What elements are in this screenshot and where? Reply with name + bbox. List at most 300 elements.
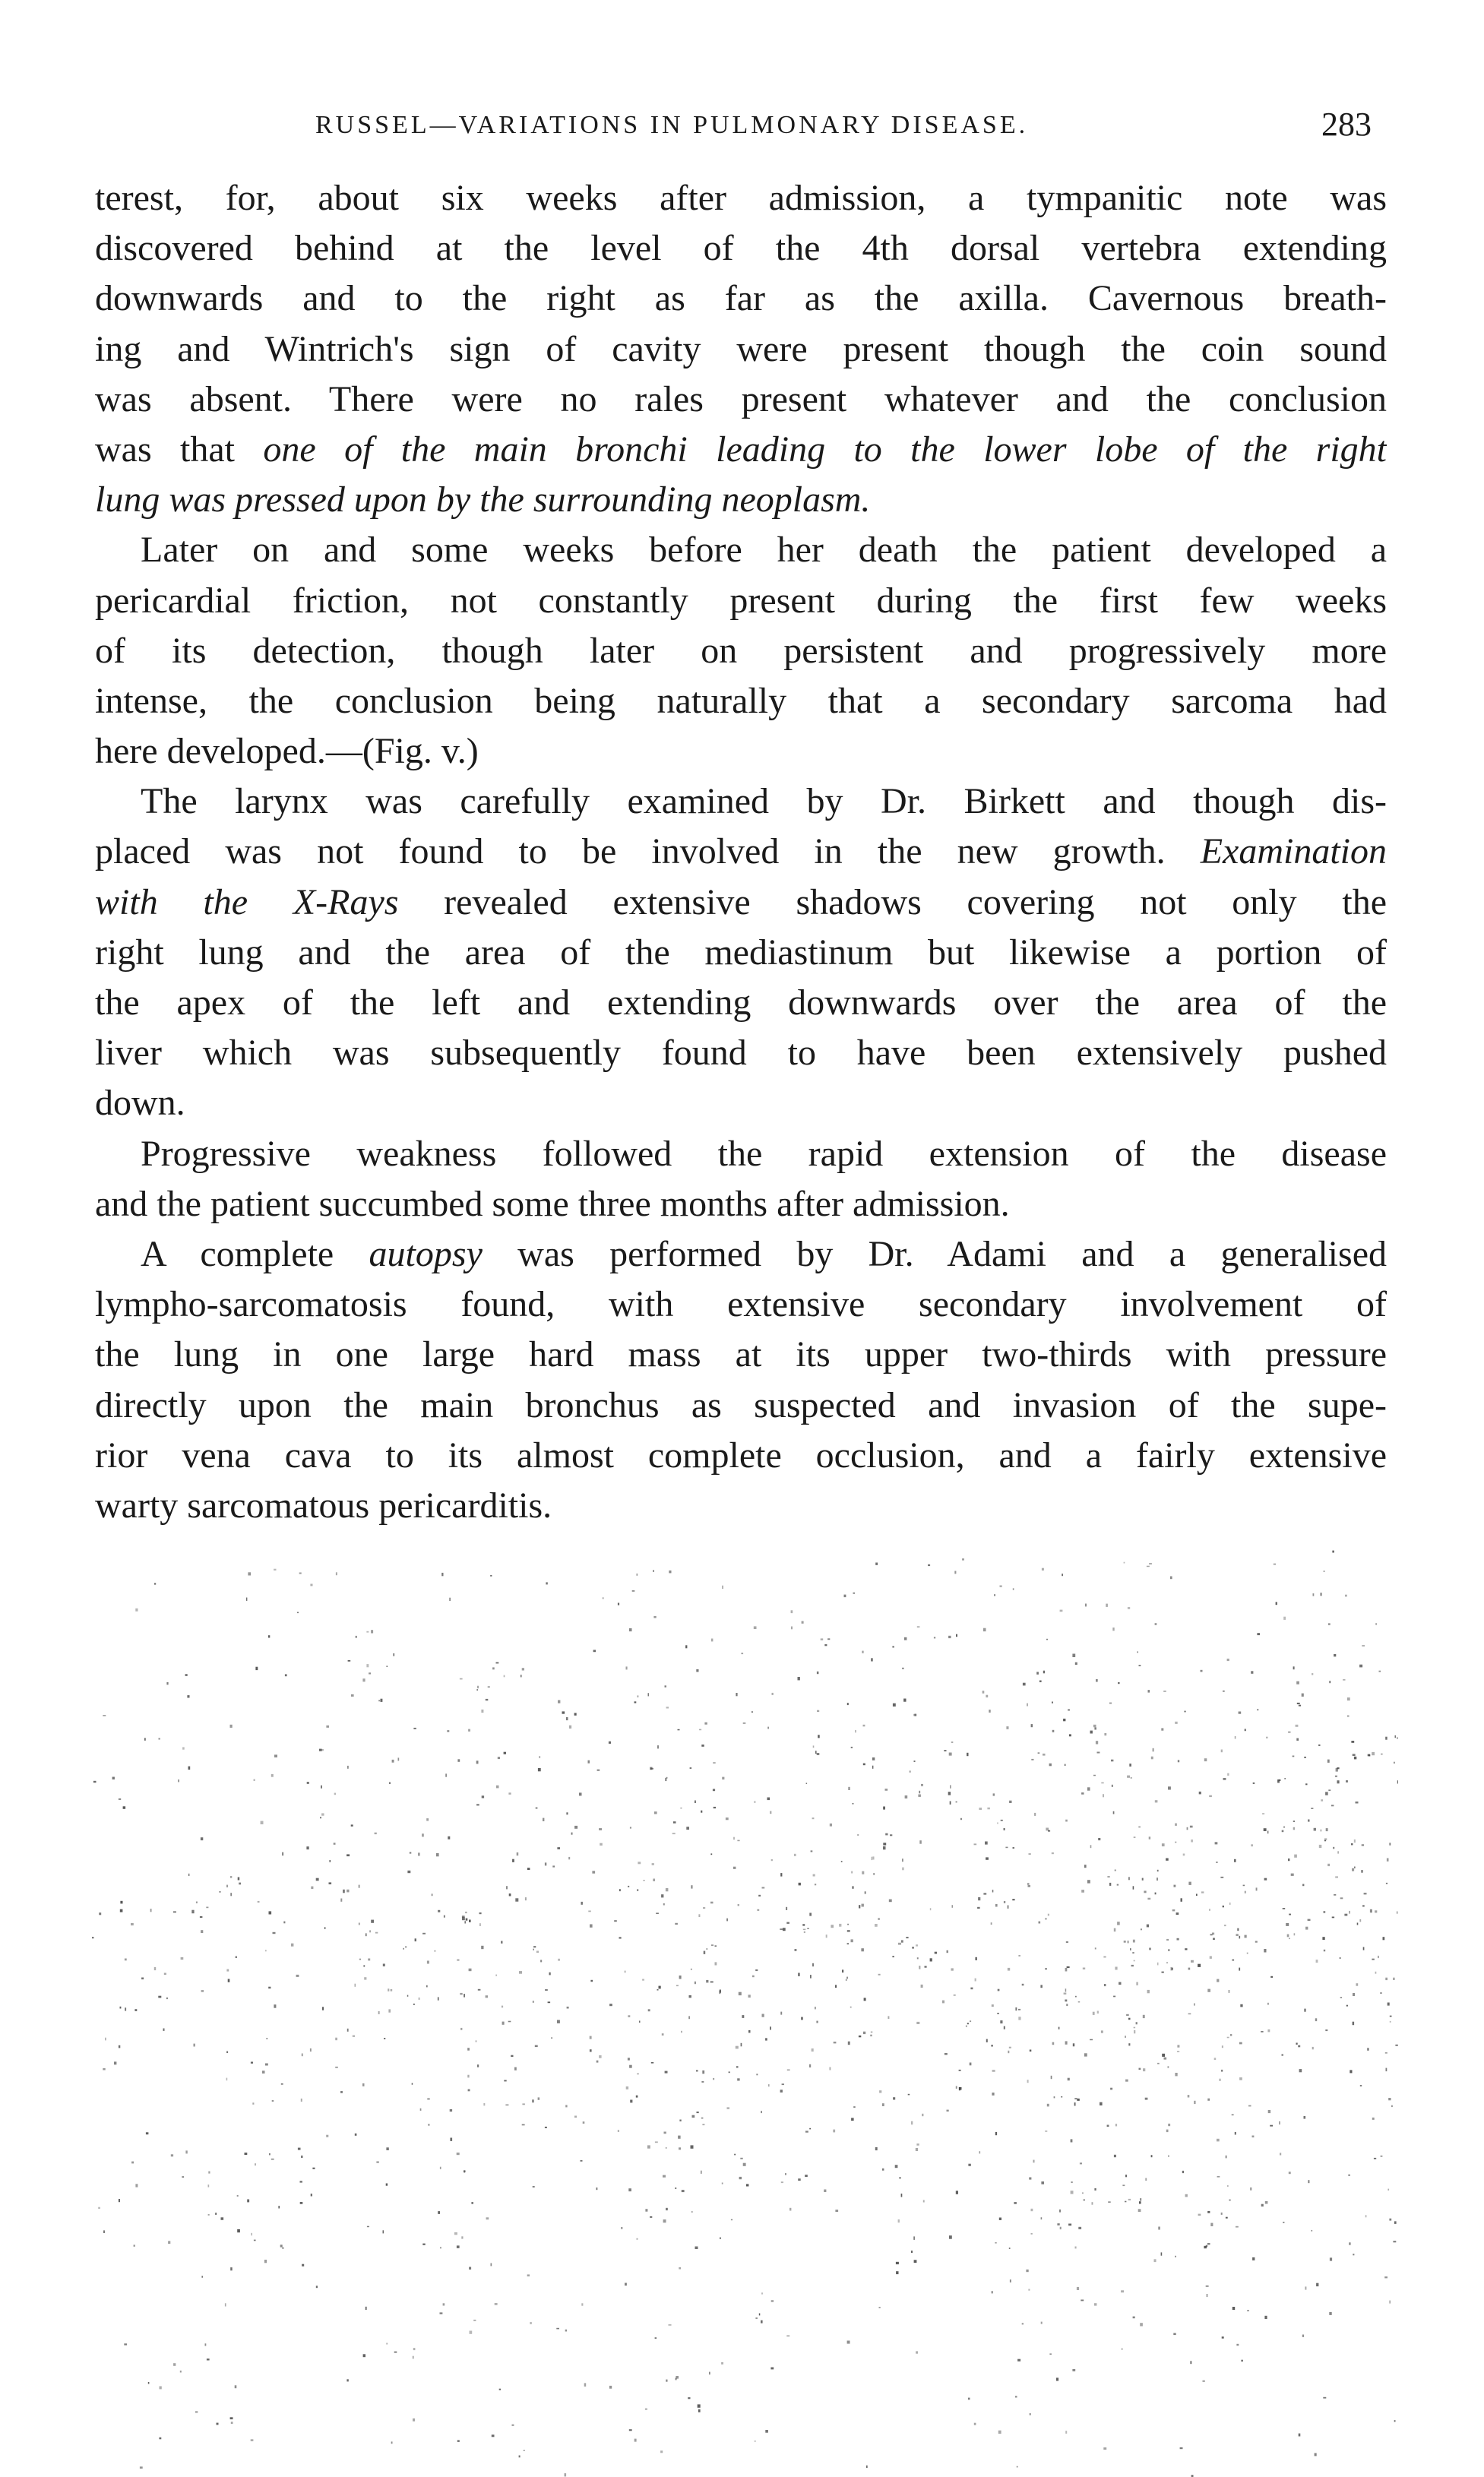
stipple-dot	[736, 1693, 737, 1696]
text-line	[95, 626, 1387, 676]
stipple-dot	[1227, 2185, 1229, 2187]
stipple-dot	[1210, 1934, 1213, 1935]
stipple-dot	[663, 2175, 666, 2178]
stipple-dot	[236, 1957, 237, 1959]
stipple-dot	[835, 1985, 837, 1988]
stipple-dot	[888, 2016, 889, 2019]
stipple-dot	[538, 1768, 541, 1771]
stipple-dot	[625, 1971, 626, 1973]
stipple-dot	[655, 2337, 657, 2339]
stipple-dot	[896, 2271, 898, 2274]
stipple-dot	[1264, 1949, 1266, 1953]
stipple-dot	[464, 1921, 466, 1923]
stipple-dot	[1390, 2016, 1392, 2017]
stipple-dot	[862, 1651, 863, 1653]
stipple-dot	[300, 2202, 303, 2204]
stipple-dot	[600, 1843, 603, 1846]
stipple-dot	[427, 2098, 429, 2100]
stipple-dot	[1043, 1671, 1045, 1674]
stipple-dot	[1395, 1735, 1397, 1738]
stipple-dot	[847, 2341, 850, 2344]
stipple-dot	[479, 1923, 481, 1926]
stipple-dot	[195, 2411, 198, 2413]
stipple-dot	[1106, 1604, 1108, 1607]
stipple-dot	[824, 1644, 827, 1646]
stipple-dot	[994, 1594, 995, 1596]
stipple-dot	[1232, 1960, 1234, 1961]
stipple-dot	[540, 1960, 542, 1962]
stipple-dot	[1125, 2080, 1128, 2082]
stipple-dot	[1229, 1990, 1230, 1993]
stipple-dot	[1058, 2027, 1060, 2029]
stipple-dot	[848, 1787, 850, 1790]
stipple-dot	[300, 2181, 302, 2182]
stipple-dot	[786, 2336, 789, 2337]
text-line	[95, 1381, 1387, 1431]
stipple-dot	[853, 1886, 854, 1888]
stipple-dot	[748, 2030, 751, 2033]
text-segment: was performed by Dr. Adami and a generalised	[482, 1233, 1387, 1274]
stipple-dot	[1356, 1802, 1359, 1804]
stipple-dot	[1113, 1811, 1115, 1814]
stipple-dot	[258, 1901, 260, 1903]
stipple-dot	[770, 2368, 774, 2370]
stipple-dot	[780, 2012, 782, 2015]
stipple-dot	[733, 1837, 735, 1840]
stipple-dot	[1243, 1885, 1245, 1887]
stipple-dot	[1017, 2359, 1020, 2362]
stipple-dot	[629, 2065, 632, 2068]
stipple-dot	[1203, 2381, 1205, 2382]
text-segment: terest, for, about six weeks after admission, a tympanitic note was	[95, 178, 1387, 218]
text-line	[95, 425, 1387, 475]
stipple-dot	[637, 2074, 638, 2075]
stipple-dot	[609, 2386, 612, 2389]
stipple-dot	[1147, 1990, 1150, 1993]
stipple-dot	[754, 1626, 757, 1629]
stipple-dot	[979, 2151, 981, 2153]
stipple-dot	[384, 2038, 385, 2039]
stipple-dot	[490, 1575, 492, 1577]
stipple-dot	[901, 1940, 903, 1942]
stipple-dot	[1063, 1719, 1065, 1721]
stipple-dot	[647, 2145, 650, 2148]
stipple-dot	[734, 2154, 736, 2156]
stipple-dot	[1180, 2447, 1183, 2449]
stipple-dot	[1239, 1936, 1241, 1939]
stipple-dot	[467, 2048, 470, 2051]
stipple-dot	[893, 1704, 896, 1707]
stipple-dot	[950, 1802, 951, 1805]
stipple-dot	[269, 1911, 272, 1914]
stipple-dot	[625, 2283, 627, 2286]
stipple-dot	[714, 1807, 716, 1808]
stipple-dot	[272, 2100, 274, 2102]
stipple-dot	[311, 2194, 312, 2196]
stipple-dot	[1068, 2078, 1070, 2081]
stipple-dot	[1151, 1757, 1153, 1760]
stipple-dot	[898, 2219, 900, 2222]
stipple-dot	[1251, 1671, 1253, 1674]
stipple-dot	[1113, 1996, 1115, 1998]
stipple-dot	[983, 1893, 986, 1894]
stipple-dot	[975, 1979, 976, 1982]
stipple-dot	[1395, 2045, 1397, 2046]
stipple-dot	[1052, 2042, 1055, 2045]
stipple-dot	[847, 1943, 849, 1944]
stipple-dot	[1061, 2096, 1062, 2098]
faded-figure-stipple	[91, 1550, 1398, 2477]
stipple-dot	[1265, 2201, 1268, 2204]
stipple-dot	[532, 2099, 533, 2102]
stipple-dot	[917, 1626, 920, 1628]
stipple-dot	[1267, 2029, 1270, 2033]
stipple-dot	[1109, 1883, 1111, 1886]
stipple-dot	[815, 1884, 816, 1885]
stipple-dot	[245, 2153, 248, 2155]
stipple-dot	[369, 1672, 371, 1674]
stipple-dot	[378, 2011, 380, 2014]
stipple-dot	[872, 1757, 875, 1760]
stipple-dot	[254, 1779, 255, 1781]
stipple-dot	[1267, 1831, 1269, 1834]
stipple-dot	[995, 2132, 997, 2135]
stipple-dot	[1237, 1928, 1239, 1931]
stipple-dot	[1164, 2058, 1167, 2060]
stipple-dot	[1157, 1878, 1158, 1881]
stipple-dot	[706, 1980, 708, 1983]
stipple-dot	[758, 1895, 761, 1897]
stipple-dot	[1052, 1702, 1053, 1704]
stipple-dot	[950, 1785, 951, 1788]
stipple-dot	[508, 2021, 511, 2023]
stipple-dot	[966, 2026, 967, 2027]
stipple-dot	[634, 1701, 637, 1703]
stipple-dot	[1287, 1934, 1289, 1938]
stipple-dot	[1210, 2223, 1213, 2226]
text-line	[95, 274, 1387, 324]
stipple-dot	[917, 1957, 919, 1959]
stipple-dot	[841, 1861, 843, 1862]
stipple-dot	[557, 1847, 560, 1849]
stipple-dot	[1199, 1792, 1201, 1795]
stipple-dot	[103, 2068, 105, 2070]
stipple-dot	[478, 1989, 481, 1991]
stipple-dot	[1183, 1854, 1185, 1856]
stipple-dot	[533, 2186, 535, 2188]
stipple-dot	[1209, 1795, 1212, 1797]
stipple-dot	[498, 1757, 500, 1759]
stipple-dot	[628, 2188, 631, 2191]
stipple-dot	[798, 1973, 800, 1976]
stipple-dot	[435, 1950, 436, 1952]
stipple-dot	[125, 2007, 126, 2010]
stipple-dot	[1041, 2322, 1043, 2324]
stipple-dot	[1356, 1983, 1359, 1986]
stipple-dot	[355, 2134, 357, 2136]
stipple-dot	[879, 2307, 881, 2308]
stipple-dot	[710, 1902, 714, 1904]
stipple-dot	[391, 1989, 393, 1991]
stipple-dot	[1347, 1697, 1350, 1700]
stipple-dot	[872, 1856, 874, 1859]
stipple-dot	[1350, 2070, 1352, 2073]
stipple-dot	[159, 2437, 161, 2440]
stipple-dot	[188, 1874, 190, 1876]
stipple-dot	[954, 1995, 956, 1996]
stipple-dot	[502, 2006, 503, 2008]
stipple-dot	[302, 2264, 304, 2267]
stipple-dot	[440, 2167, 441, 2169]
stipple-dot	[468, 1729, 470, 1732]
paragraph	[95, 525, 1387, 777]
stipple-dot	[1087, 1880, 1090, 1883]
stipple-dot	[656, 1912, 659, 1914]
stipple-dot	[1140, 2198, 1141, 2201]
stipple-dot	[246, 1598, 248, 1601]
stipple-dot	[496, 1786, 499, 1789]
text-line	[95, 576, 1387, 626]
stipple-dot	[1340, 1957, 1341, 1959]
text-segment: right lung and the area of the mediastinum but likewise a portion of	[95, 932, 1387, 973]
stipple-dot	[767, 1798, 770, 1801]
stipple-dot	[944, 1750, 946, 1751]
stipple-dot	[715, 1945, 717, 1947]
stipple-dot	[415, 1938, 416, 1941]
stipple-dot	[457, 1960, 459, 1961]
stipple-dot	[599, 1828, 602, 1830]
stipple-dot	[839, 1924, 841, 1927]
stipple-dot	[1389, 1843, 1391, 1845]
stipple-dot	[1049, 1764, 1052, 1767]
stipple-dot	[878, 1918, 879, 1920]
stipple-dot	[1337, 1780, 1340, 1783]
stipple-dot	[697, 2112, 699, 2113]
stipple-dot	[1262, 1813, 1264, 1814]
stipple-dot	[185, 2150, 187, 2153]
stipple-dot	[1060, 2227, 1062, 2229]
stipple-dot	[1134, 2027, 1136, 2029]
stipple-dot	[1345, 1595, 1347, 1597]
stipple-dot	[447, 1730, 449, 1732]
stipple-dot	[1115, 2124, 1117, 2126]
stipple-dot	[1375, 1972, 1377, 1974]
stipple-dot	[1221, 2070, 1223, 2072]
stipple-dot	[1240, 2004, 1242, 2007]
stipple-dot	[736, 2066, 739, 2067]
stipple-dot	[1166, 1859, 1169, 1861]
stipple-dot	[959, 2070, 961, 2071]
stipple-dot	[1068, 1709, 1070, 1710]
stipple-dot	[506, 1886, 508, 1889]
stipple-dot	[545, 2127, 547, 2128]
stipple-dot	[1175, 2073, 1177, 2076]
stipple-dot	[1394, 2221, 1397, 2224]
stipple-dot	[1051, 2076, 1052, 2079]
stipple-dot	[1029, 2178, 1031, 2180]
stipple-dot	[567, 2007, 569, 2009]
stipple-dot	[956, 2086, 957, 2089]
stipple-dot	[512, 2425, 514, 2426]
stipple-dot	[1111, 1760, 1113, 1762]
stipple-dot	[1368, 1754, 1370, 1757]
stipple-dot	[1125, 2036, 1126, 2038]
stipple-dot	[469, 1920, 471, 1922]
stipple-dot	[1241, 2360, 1243, 2362]
stipple-dot	[1181, 1898, 1182, 1902]
stipple-dot	[1175, 2256, 1176, 2257]
stipple-dot	[1144, 1891, 1146, 1893]
stipple-dot	[581, 1902, 583, 1905]
stipple-dot	[1226, 2217, 1228, 2219]
stipple-dot	[383, 2230, 384, 2233]
stipple-dot	[590, 1980, 593, 1982]
stipple-dot	[629, 2429, 632, 2431]
stipple-dot	[967, 1753, 968, 1756]
stipple-dot	[1304, 1757, 1306, 1758]
stipple-dot	[1304, 2009, 1305, 2012]
stipple-dot	[813, 1874, 815, 1877]
stipple-dot	[906, 1937, 908, 1938]
stipple-dot	[1072, 2369, 1075, 2371]
stipple-dot	[1134, 2030, 1135, 2033]
stipple-dot	[535, 2045, 538, 2048]
stipple-dot	[552, 1865, 555, 1867]
stipple-dot	[786, 1907, 787, 1910]
stipple-dot	[321, 1749, 324, 1751]
stipple-dot	[438, 2211, 440, 2214]
stipple-dot	[119, 2199, 120, 2202]
stipple-dot	[1185, 1948, 1187, 1950]
stipple-dot	[715, 1962, 717, 1965]
stipple-dot	[1360, 2085, 1362, 2086]
stipple-dot	[1138, 1826, 1141, 1827]
stipple-dot	[512, 1859, 514, 1862]
stipple-dot	[1031, 1724, 1033, 1727]
stipple-dot	[584, 2383, 587, 2387]
stipple-dot	[1118, 1682, 1119, 1684]
stipple-dot	[650, 2216, 652, 2218]
text-segment: placed was not found to be involved in the new growth.	[95, 831, 1201, 872]
stipple-dot	[871, 1658, 873, 1661]
stipple-dot	[1354, 1757, 1356, 1760]
stipple-dot	[557, 2020, 560, 2023]
stipple-dot	[388, 1988, 389, 1991]
stipple-dot	[892, 1956, 894, 1957]
stipple-dot	[114, 2061, 116, 2064]
stipple-dot	[762, 1887, 765, 1889]
stipple-dot	[636, 2096, 638, 2098]
stipple-dot	[1065, 1968, 1068, 1972]
stipple-dot	[1251, 1844, 1253, 1846]
text-line	[95, 928, 1387, 978]
stipple-dot	[438, 1997, 439, 2000]
stipple-dot	[1270, 1976, 1273, 1978]
stipple-dot	[1060, 1610, 1063, 1612]
stipple-dot	[274, 1754, 277, 1757]
stipple-dot	[491, 2263, 492, 2267]
stipple-dot	[1045, 1968, 1047, 1969]
stipple-dot	[1136, 2022, 1138, 2024]
stipple-dot	[1147, 1898, 1150, 1900]
text-segment: was that	[95, 429, 264, 470]
stipple-dot	[701, 2117, 704, 2118]
stipple-dot	[1115, 1870, 1116, 1871]
text-segment: intense, the conclusion being naturally that a secondary sarcoma had	[95, 680, 1387, 721]
stipple-dot	[545, 1989, 548, 1991]
stipple-dot	[1250, 2188, 1251, 2191]
stipple-dot	[1041, 2217, 1043, 2219]
stipple-dot	[1094, 1727, 1096, 1729]
stipple-dot	[492, 1667, 495, 1669]
stipple-dot	[383, 1964, 385, 1966]
stipple-dot	[426, 1818, 429, 1821]
stipple-dot	[999, 2218, 1001, 2221]
stipple-dot	[1367, 2048, 1369, 2051]
stipple-dot	[710, 1853, 712, 1855]
stipple-dot	[1155, 1800, 1158, 1802]
stipple-dot	[1168, 2066, 1169, 2068]
stipple-dot	[255, 1667, 258, 1670]
text-segment: here developed.—(Fig. v.)	[95, 731, 479, 772]
stipple-dot	[1314, 1828, 1316, 1831]
stipple-dot	[666, 1707, 669, 1708]
stipple-dot	[1239, 2042, 1242, 2045]
stipple-dot	[885, 1833, 888, 1836]
stipple-dot	[889, 1900, 892, 1903]
stipple-dot	[1000, 1585, 1002, 1587]
stipple-dot	[1136, 1982, 1138, 1985]
stipple-dot	[438, 1910, 440, 1912]
stipple-dot	[804, 1931, 805, 1933]
stipple-dot	[726, 1919, 728, 1922]
stipple-dot	[299, 1573, 302, 1574]
stipple-dot	[1359, 1919, 1361, 1922]
stipple-dot	[508, 1792, 511, 1795]
stipple-dot	[651, 2062, 653, 2064]
stipple-dot	[711, 1944, 714, 1946]
stipple-dot	[609, 1741, 611, 1744]
stipple-dot	[861, 1948, 864, 1951]
stipple-dot	[1299, 2069, 1302, 2072]
stipple-dot	[727, 2107, 730, 2109]
stipple-dot	[919, 1966, 920, 1969]
stipple-dot	[588, 1911, 591, 1912]
stipple-dot	[1114, 2155, 1116, 2157]
stipple-dot	[548, 2001, 551, 2003]
stipple-dot	[207, 2358, 210, 2360]
stipple-dot	[1145, 2098, 1148, 2100]
stipple-dot	[297, 1612, 299, 1614]
stipple-dot	[1215, 1842, 1218, 1844]
stipple-dot	[1092, 2202, 1093, 2205]
stipple-dot	[862, 1871, 864, 1874]
stipple-dot	[252, 2102, 254, 2105]
stipple-dot	[1128, 2043, 1130, 2045]
stipple-dot	[403, 1948, 404, 1950]
stipple-dot	[1129, 1764, 1131, 1767]
body-text	[95, 173, 1387, 1531]
stipple-dot	[462, 1915, 465, 1918]
stipple-dot	[678, 2136, 681, 2139]
stipple-dot	[698, 1914, 700, 1917]
stipple-dot	[1334, 1894, 1336, 1896]
stipple-dot	[92, 1937, 94, 1938]
stipple-dot	[1344, 1914, 1347, 1916]
stipple-dot	[1149, 1563, 1152, 1564]
stipple-dot	[1031, 2233, 1033, 2235]
stipple-dot	[131, 2162, 134, 2164]
